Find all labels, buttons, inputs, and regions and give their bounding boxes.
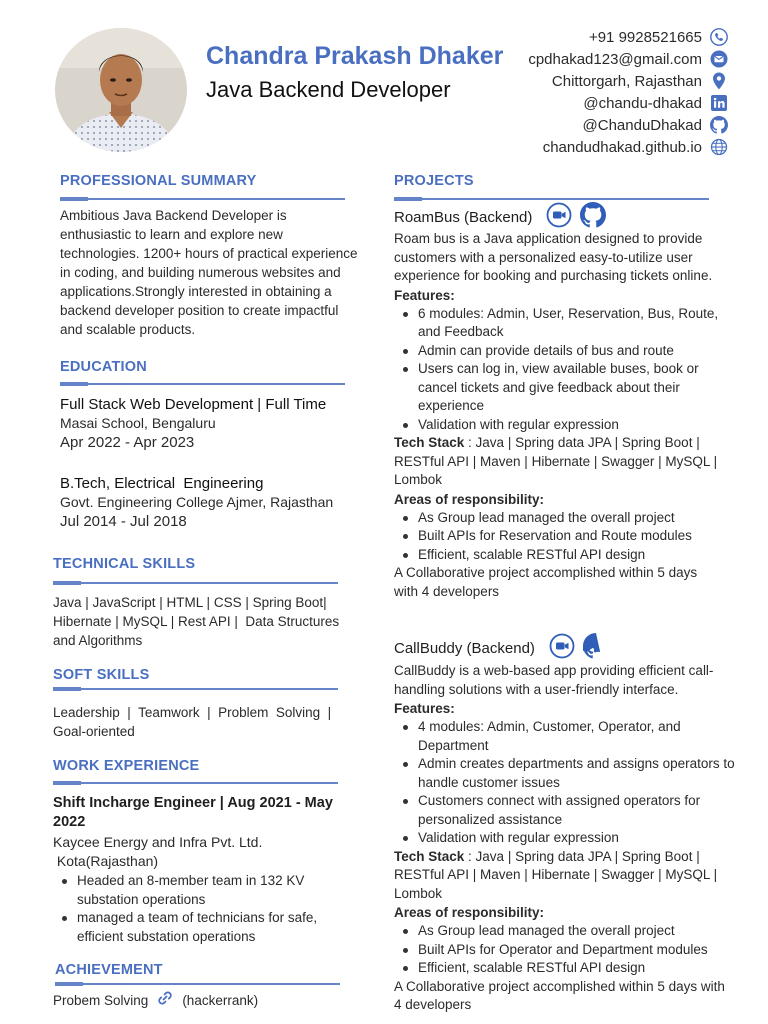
education-divider	[60, 383, 345, 385]
achievement-divider	[55, 983, 340, 985]
education-item	[60, 396, 360, 453]
education-dates: Jul 2014 - Jul 2018	[60, 513, 187, 530]
phone-icon	[710, 28, 728, 46]
work-bullets	[53, 872, 348, 946]
projects-divider	[394, 198, 709, 200]
job-title: Java Backend Developer	[206, 77, 451, 102]
school-name: Masai School, Bengaluru	[60, 415, 216, 431]
contact-location	[428, 70, 728, 92]
list-item: managed a team of technicians for safe, efficient substation operations	[53, 909, 348, 946]
list-item: Validation with regular expression	[394, 829, 740, 848]
tech-stack-text: : Java | Spring data JPA | Spring Boot | RESTful API | Maven | Hibernate | Swagger | MySQL | Lombok	[394, 435, 718, 487]
responsibility-list	[394, 509, 740, 565]
responsibility-label: Areas of responsibility:	[394, 905, 545, 920]
features-label: Features:	[394, 287, 455, 303]
soft-skills-heading: SOFT SKILLS	[53, 667, 150, 683]
project-description: CallBuddy is a web-based app providing efficient call-handling solutions with a user-friendly interface.	[394, 663, 714, 697]
list-item: As Group lead managed the overall project	[394, 509, 740, 528]
tech-stack-label: Tech Stack	[394, 435, 465, 450]
linkedin-text: @chandu-dhakad	[583, 94, 702, 112]
work-heading: WORK EXPERIENCE	[53, 758, 200, 774]
technical-skills-heading: TECHNICAL SKILLS	[53, 556, 196, 572]
location-text: Chittorgarh, Rajasthan	[551, 72, 702, 90]
responsibility-list	[394, 922, 740, 978]
features-list	[394, 305, 740, 435]
globe-icon	[710, 138, 728, 156]
list-item: Admin can provide details of bus and route	[394, 342, 740, 361]
summary-heading: PROFESSIONAL SUMMARY	[60, 173, 257, 189]
project-name: CallBuddy (Backend)	[394, 639, 535, 657]
video-demo-icon[interactable]	[549, 633, 575, 663]
list-item: Efficient, scalable RESTful API design	[394, 959, 740, 978]
project-item	[394, 634, 740, 1015]
list-item: 4 modules: Admin, Customer, Operator, and Department	[394, 718, 740, 755]
list-item: As Group lead managed the overall project	[394, 922, 740, 941]
tech-stack-text: : Java | Spring data JPA | Spring Boot | RESTful API | Maven | Hibernate | Swagger | MySQL | Lombok	[394, 848, 718, 901]
achievement-text: Probem Solving	[53, 993, 149, 1008]
location-pin-icon	[710, 72, 728, 90]
projects-heading: PROJECTS	[394, 173, 474, 189]
project-closing: A Collaborative project accomplished within 5 days with 4 developers	[394, 978, 725, 1012]
technical-skills-divider	[53, 582, 338, 584]
list-item: Users can log in, view available buses, book or cancel tickets and give feedback about their experience	[394, 360, 740, 416]
phone-text: +91 9928521665	[588, 28, 702, 46]
school-name: Govt. Engineering College Ajmer, Rajasthan	[60, 494, 334, 510]
features-list	[394, 718, 740, 848]
responsibility-label: Areas of responsibility:	[394, 491, 545, 507]
work-location: Kota(Rajasthan)	[53, 853, 159, 869]
linkedin-icon	[710, 94, 728, 112]
list-item: Built APIs for Reservation and Route modules	[394, 527, 740, 546]
mail-icon	[710, 50, 728, 68]
link-icon[interactable]	[156, 989, 174, 1012]
education-dates: Apr 2022 - Apr 2023	[60, 434, 195, 451]
tech-stack	[394, 434, 740, 490]
list-item: 6 modules: Admin, User, Reservation, Bus, Route, and Feedback	[394, 305, 740, 342]
project-title-row	[394, 204, 740, 230]
project-item	[394, 204, 740, 601]
degree-title: B.Tech, Electrical Engineering	[60, 475, 264, 492]
summary-divider	[60, 198, 345, 200]
tech-stack	[394, 848, 740, 904]
degree-title: Full Stack Web Development | Full Time	[60, 396, 327, 413]
contact-block	[428, 26, 728, 158]
work-item	[53, 794, 348, 946]
work-role: Shift Incharge Engineer | Aug 2021 - May 2022	[53, 795, 333, 830]
achievement-row	[53, 989, 258, 1012]
video-demo-icon[interactable]	[546, 202, 572, 232]
list-item: Customers connect with assigned operators for personalized assistance	[394, 792, 740, 829]
tech-stack-label: Tech Stack	[394, 848, 465, 864]
project-name: RoamBus (Backend)	[394, 208, 533, 226]
summary-text: Ambitious Java Backend Developer is enthusiastic to learn and explore new technologies. 1200+ hours of practical experience in coding, and building numerous websites and applications.Strongly interested in obtaining a backend developer position to create impactful and scalable products.	[60, 208, 358, 337]
profile-photo	[55, 28, 187, 152]
education-heading: EDUCATION	[60, 359, 147, 375]
education-item	[60, 475, 360, 532]
github-icon[interactable]	[580, 202, 606, 232]
soft-skills-divider	[53, 688, 338, 690]
project-title-row	[394, 634, 740, 662]
list-item: Efficient, scalable RESTful API design	[394, 546, 740, 565]
list-item: Admin creates departments and assigns operators to handle customer issues	[394, 755, 740, 792]
achievement-suffix: (hackerrank)	[182, 993, 259, 1008]
candidate-name: Chandra Prakash Dhaker	[206, 42, 504, 70]
company-name: Kaycee Energy and Infra Pvt. Ltd.	[53, 834, 263, 850]
github-text: @ChanduDhakad	[582, 116, 702, 134]
work-divider	[53, 782, 338, 784]
list-item: Headed an 8-member team in 132 KV substation operations	[53, 872, 348, 909]
contact-linkedin[interactable]	[428, 92, 728, 114]
project-description: Roam bus is a Java application designed to provide customers with a personalized easy-to-utilize user experience for booking and purchasing tickets online.	[394, 231, 713, 283]
github-icon	[710, 116, 728, 134]
project-closing: A Collaborative project accomplished within 5 days with 4 developers	[394, 565, 698, 599]
contact-phone[interactable]	[428, 26, 728, 48]
email-text: cpdhakad123@gmail.com	[528, 50, 702, 68]
technical-skills-text: Java | JavaScript | HTML | CSS | Spring Boot| Hibernate | MySQL | Rest API | Data Structures and Algorithms	[53, 595, 343, 648]
website-text: chandudhakad.github.io	[542, 138, 702, 156]
achievement-heading: ACHIEVEMENT	[55, 962, 163, 978]
list-item: Built APIs for Operator and Department modules	[394, 941, 740, 960]
contact-email[interactable]	[428, 48, 728, 70]
github-icon[interactable]	[583, 633, 609, 663]
contact-website[interactable]	[428, 136, 728, 158]
soft-skills-text: Leadership | Teamwork | Problem Solving | Goal-oriented	[53, 705, 339, 739]
list-item: Validation with regular expression	[394, 416, 740, 435]
contact-github[interactable]	[428, 114, 728, 136]
features-label: Features:	[394, 701, 455, 716]
